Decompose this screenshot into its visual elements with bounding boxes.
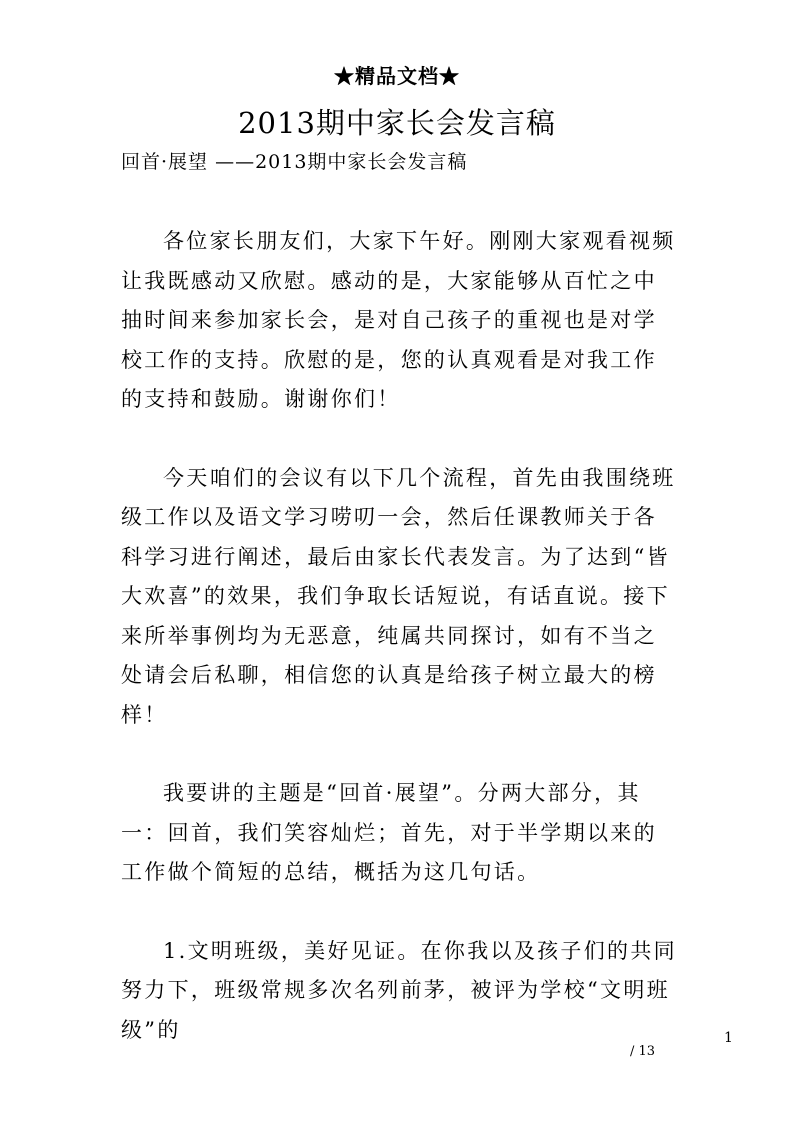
document-title: 2013期中家长会发言稿	[238, 106, 556, 140]
header-mark: ★精品文档★	[334, 64, 460, 88]
document-body	[121, 222, 679, 1089]
paragraph-agenda: 今天咱们的会议有以下几个流程，首先由我围绕班级工作以及语文学习唠叨一会，然后任课教师关于各科学习进行阐述，最后由家长代表发言。为了达到“皆大欢喜”的效果，我们争取长话短说，有话直说。接下来所举事例均为无恶意，纯属共同探讨，如有不当之处请会后私聊，相信您的认真是给孩子树立最大的榜样！	[121, 465, 676, 727]
document-subtitle: 回首·展望 ——2013期中家长会发言稿	[121, 151, 468, 173]
paragraph-greeting: 各位家长朋友们，大家下午好。刚刚大家观看视频让我既感动又欣慰。感动的是，大家能够从百忙之中抽时间来参加家长会，是对自己孩子的重视也是对学校工作的支持。欣慰的是，您的认真观看是对我工作的支持和鼓励。谢谢你们！	[121, 229, 676, 411]
paragraph-theme: 我要讲的主题是“回首·展望”。分两大部分，其一：回首，我们笑容灿烂；首先，对于半学期以来的工作做个简短的总结，概括为这几句话。	[121, 781, 657, 884]
paragraph-point-one: 1.文明班级，美好见证。在你我以及孩子们的共同努力下，班级常规多次名列前茅，被评为学校“文明班级”的	[121, 938, 677, 1042]
page-number: 1	[724, 1030, 733, 1046]
page-total: / 13	[630, 1044, 656, 1059]
